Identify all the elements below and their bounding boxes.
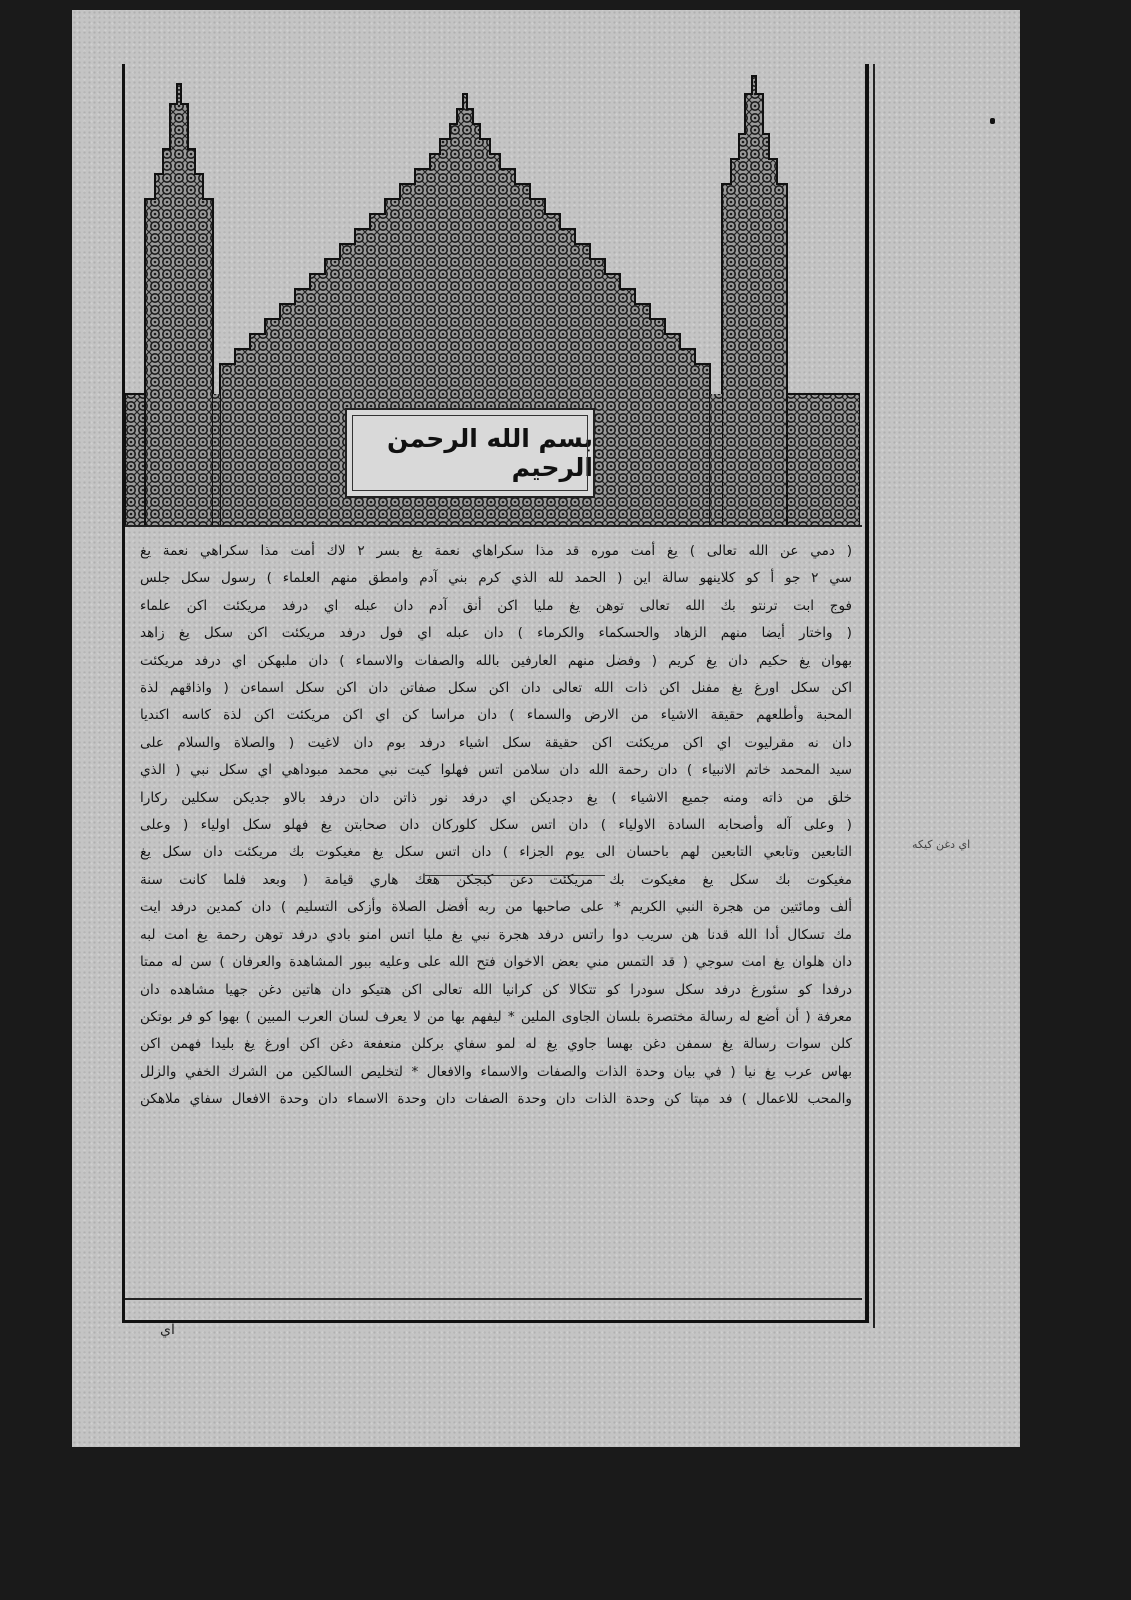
footer-rule	[125, 1298, 862, 1300]
text-line: بهوان يغ حكيم دان يغ كريم ( وفضل منهم العارفين بالله والصفات والاسماء ) دان ملبهكن اي درفد مريكئت	[140, 652, 852, 669]
basmala-text: بسم الله الرحمن الرحيم	[387, 424, 593, 482]
text-line: معرفة ( أن أضع له رسالة مختصرة بلسان الجاوى الملين * ليفهم بها من لا يعرف لسان العرب المبين ) بهوا كو فر بوتكن	[140, 1008, 852, 1025]
left-lattice-panel	[125, 394, 145, 526]
text-line: مك تسكال أدا الله قدنا هن سريب دوا راتس درفد هجرة نبي يغ مليا اتس امنو بادي درفد توهن رحمة يغ امت لبه	[140, 926, 852, 943]
body-text	[140, 538, 852, 1314]
right-minaret	[722, 76, 787, 526]
text-line: سيد المحمد خاتم الانبياء ) دان رحمة الله دان سلامن اتس فهلوا كيت نبي محمد مبوداهي اي سكل نبي ( الذي	[140, 762, 852, 779]
text-line: فوج ابت ترنتو بك الله تعالى توهن يغ مليا اكن أنق آدم دان عبله اي درفد مريكئت اكن علماء	[140, 597, 852, 614]
text-line: خلق من ذاته ومنه جميع الاشياء ) يغ دجديكن اي درفد نور ذاتن دان درفد بالاو جديكن سكلين ركارا	[140, 789, 852, 806]
text-line: سي ۲ جو أ كو كلاينهو سالة اين ( الحمد لله الذي كرم بني آدم وامطق منهم العلماء ) رسول سكل جلس	[140, 570, 852, 587]
ink-speck	[990, 118, 995, 124]
basmala-cartouche	[345, 408, 595, 498]
inline-underline	[425, 875, 605, 876]
catchword: اي	[160, 1322, 175, 1338]
text-line: بهاس عرب يغ نيا ( في بيان وحدة الذات والصفات والاسماء والافعال * لتخليص السالكين من الشرك الخفي والزلل	[140, 1063, 852, 1080]
header-rule	[125, 525, 862, 527]
text-line: ألف ومائتين من هجرة النبي الكريم * على صاحبها من ربه أفضل الصلاة وأزكى التسليم ) دان كمدين درفد ايت	[140, 899, 852, 916]
text-line: المحبة وأطلعهم حقيقة الاشياء من الارض والسماء ) دان مراسا كن اي اكن مريكئت اكن لذة كاسه اكنديا	[140, 707, 852, 724]
text-line: ( دمي عن الله تعالى ) يغ أمت موره قد مذا سكراهاي نعمة يغ بسر ۲ لاك أمت مذا سكراهي نعمة يغ	[140, 543, 852, 559]
text-line: دان نه مقرليوت اي اكن مريكئت اكن حقيقة سكل اشياء درفد بوم دان لاغيت ( والصلاة والسلام على	[140, 734, 852, 751]
text-line: التابعين وتابعي التابعين لهم باحسان الى يوم الجزاء ) دان اتس سكل يغ مغيكوت بك مريكئت دان سكل يغ	[140, 844, 852, 861]
right-lattice-panel	[787, 394, 860, 526]
text-line: دان هلوان يغ امت سوجي ( قد التمس مني بعض الاخوان فتح الله على وعليه ببور المشاهدة والعرفان ) سن له ممتا	[140, 954, 852, 971]
text-line: مغيكوت بك سكل يغ مغيكوت بك مريكئت دغن كبجكن هغك هاري قيامة ( وبعد فلما كانت سنة	[140, 871, 852, 888]
text-line: كلن سوات رسالة يغ سمفن دغن بهسا جاوي يغ له لمو سفاي بركلن منعفعة دغن اكن اورغ يغ بليدا فهمن اكن	[140, 1036, 852, 1053]
margin-note: اي دغن كيكه	[912, 838, 971, 851]
text-line: اكن سكل اورغ يغ مفنل اكن ذات الله تعالى دان اكن سكل صفاتن دان اكن سكل اسماءن ( واذاقهم لذة	[140, 680, 852, 697]
text-line: والمحب للاعمال ) فد مپتا كن وحدة الذات دان وحدة الصفات دان وحدة الاسماء دان وحدة الافعال سفاي ملاهكن	[140, 1091, 852, 1108]
text-line: درفدا كو سئورغ درفد سكل سودرا كو تتكالا كن كرانيا الله تعالى اكن هتيكو دان هاتين دغن جهيا مشاهده دان	[140, 981, 852, 998]
text-line: ( واختار أيضا منهم الزهاد والحسكماء والكرماء ) دان عبله اي فول درفد مريكئت اكن سكل يغ زاهد	[140, 625, 852, 642]
text-line: ( وعلى آله وأصحابه السادة الاولياء ) دان اتس سكل كلوركان دان صحابتن يغ فهلو سكل اولياء ( وعلى	[140, 817, 852, 834]
left-minaret	[145, 84, 213, 526]
